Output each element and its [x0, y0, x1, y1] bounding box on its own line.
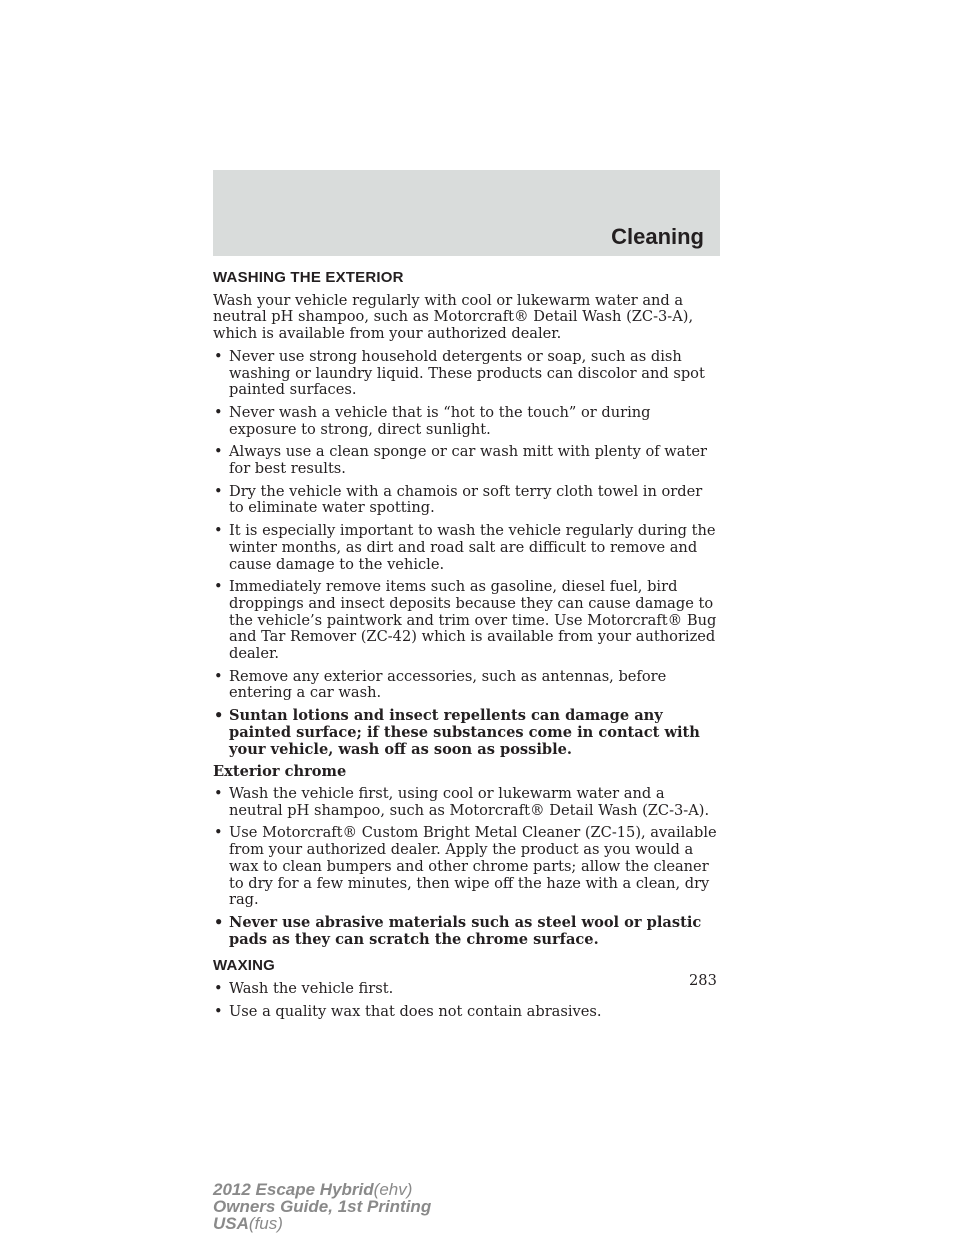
bullet-icon: •	[214, 824, 223, 842]
list-item: • Never wash a vehicle that is “hot to the touch” or during exposure to strong, direct sunlight.	[214, 403, 651, 438]
list-item: • Wash the vehicle first.	[214, 980, 394, 998]
waxing-heading: WAXING	[213, 957, 276, 975]
footer-print-info	[213, 1181, 431, 1232]
footer-line-1: 2012 Escape Hybrid(ehv)	[213, 1180, 413, 1199]
list-item: • It is especially important to wash the vehicle regularly during the winter months, as dirt and road salt are difficult to remove and cause damage to the vehicle.	[214, 522, 716, 573]
bullet-icon: •	[214, 403, 223, 421]
chrome-list	[213, 786, 720, 948]
chrome-warning: • Never use abrasive materials such as steel wool or plastic pads as they can scratch the chrome surface.	[214, 913, 702, 948]
list-item: • Immediately remove items such as gasoline, diesel fuel, bird droppings and insect deposits because they can cause damage to the vehicle’s paintwork and trim over time. Use Motorcraft® Bug and Tar Remover (ZC-42) which is available from your authorized dealer.	[214, 578, 717, 663]
washing-heading: WASHING THE EXTERIOR	[213, 269, 404, 286]
bullet-icon: •	[214, 443, 223, 461]
bullet-icon: •	[214, 667, 223, 685]
list-item: • Always use a clean sponge or car wash mitt with plenty of water for best results.	[214, 443, 707, 478]
washing-warning: • Suntan lotions and insect repellents can damage any painted surface; if these substances come in contact with your vehicle, wash off as soon as possible.	[214, 707, 700, 758]
bullet-icon: •	[214, 482, 223, 500]
page-content	[213, 262, 720, 1026]
list-item: • Use Motorcraft® Custom Bright Metal Cleaner (ZC-15), available from your authorized dealer. Apply the product as you would a wax to clean bumpers and other chrome parts; allow the cleaner to dry for a few minutes, then wipe off the haze with a clean, dry rag.	[214, 824, 717, 909]
waxing-list	[213, 981, 720, 1020]
bullet-icon: •	[214, 347, 223, 365]
washing-list	[213, 349, 720, 758]
list-item: • Dry the vehicle with a chamois or soft terry cloth towel in order to eliminate water spotting.	[214, 482, 703, 517]
bullet-icon: •	[214, 578, 223, 596]
list-item: • Remove any exterior accessories, such as antennas, before entering a car wash.	[214, 667, 667, 702]
chrome-heading: Exterior chrome	[213, 763, 347, 781]
list-item: • Never use strong household detergents or soap, such as dish washing or laundry liquid. These products can discolor and spot painted surfaces.	[214, 347, 705, 399]
section-title: Cleaning	[611, 224, 704, 249]
bullet-icon: •	[214, 784, 223, 802]
section-header-band	[213, 170, 720, 256]
washing-intro: Wash your vehicle regularly with cool or lukewarm water and a neutral pH shampoo, such as Motorcraft® Detail Wash (ZC-3-A), which is available from your authorized dealer.	[213, 291, 694, 343]
bullet-icon: •	[214, 1002, 223, 1020]
footer-line-2: Owners Guide, 1st Printing	[213, 1197, 432, 1216]
bullet-icon: •	[214, 980, 223, 998]
page-number: 283	[689, 972, 717, 989]
list-item: • Wash the vehicle first, using cool or lukewarm water and a neutral pH shampoo, such as Motorcraft® Detail Wash (ZC-3-A).	[214, 784, 710, 819]
bullet-icon: •	[214, 913, 224, 931]
list-item: • Use a quality wax that does not contain abrasives.	[214, 1002, 602, 1020]
bullet-icon: •	[214, 707, 224, 725]
bullet-icon: •	[214, 522, 223, 540]
footer-line-3: USA(fus)	[213, 1214, 283, 1233]
